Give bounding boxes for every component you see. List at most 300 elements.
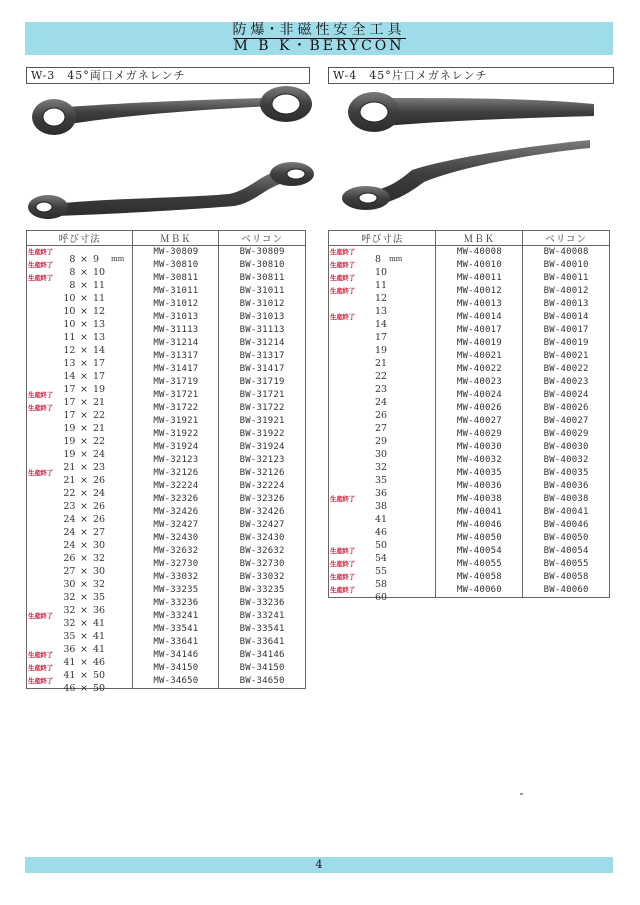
table-row: [27, 402, 306, 415]
berycon-code: BW-33641: [219, 636, 306, 649]
berycon-code: BW-31013: [219, 311, 306, 324]
size-b: 41: [93, 643, 106, 655]
size-a: 8: [69, 253, 76, 265]
table-header-row: [27, 231, 306, 246]
page-number: 4: [315, 858, 323, 871]
berycon-code: BW-40058: [523, 571, 610, 584]
table-row: [329, 558, 610, 571]
size-a: 55: [375, 565, 388, 577]
size-cell: [27, 662, 133, 681]
size-cell: [27, 558, 133, 577]
table-row: [329, 506, 610, 519]
size-cell: [27, 623, 133, 642]
size-b: 32: [93, 578, 106, 590]
header-band: [25, 22, 613, 55]
size-a: 19: [375, 344, 388, 356]
size-a: 41: [63, 656, 76, 668]
mbk-code: MW-32224: [133, 480, 219, 493]
mbk-code: MW-31722: [133, 402, 219, 415]
berycon-code: BW-31317: [219, 350, 306, 363]
size-cell: [329, 311, 436, 330]
table-row: [27, 311, 306, 324]
mbk-code: MW-40026: [436, 402, 523, 415]
table-row: [27, 272, 306, 285]
size-a: 10: [63, 318, 76, 330]
size-b: 17: [93, 357, 106, 369]
berycon-code: BW-40046: [523, 519, 610, 532]
size-cell: [329, 350, 436, 369]
mbk-code: MW-40058: [436, 571, 523, 584]
size-times: ×: [80, 539, 88, 551]
mbk-code: MW-31214: [133, 337, 219, 350]
berycon-code: BW-31719: [219, 376, 306, 389]
size-a: 8: [69, 279, 76, 291]
size-b: 50: [93, 669, 106, 681]
mbk-code: MW-34146: [133, 649, 219, 662]
size-cell: [27, 311, 133, 330]
table-header-row: [329, 231, 610, 246]
size-a: 17: [63, 409, 76, 421]
table-row: [27, 610, 306, 623]
size-cell: [27, 610, 133, 629]
size-b: 26: [93, 513, 106, 525]
size-a: 46: [375, 526, 388, 538]
berycon-code: BW-40011: [523, 272, 610, 285]
size-cell: [329, 519, 436, 538]
table-row: [329, 272, 610, 285]
page-subtitle: M B K・BERYCON: [233, 38, 405, 54]
mbk-code: MW-32126: [133, 467, 219, 480]
size-b: 14: [93, 344, 106, 356]
size-cell: [27, 389, 133, 408]
mbk-code: MW-33236: [133, 597, 219, 610]
size-a: 24: [375, 396, 388, 408]
size-b: 9: [93, 253, 100, 265]
berycon-code: BW-30810: [219, 259, 306, 272]
table-row: [329, 350, 610, 363]
single-offset-wrench-illustration: [328, 84, 610, 218]
mbk-code: MW-40038: [436, 493, 523, 506]
size-a: 22: [375, 370, 388, 382]
mbk-code: MW-30809: [133, 246, 219, 260]
mbk-code: MW-31012: [133, 298, 219, 311]
size-a: 12: [375, 292, 388, 304]
size-times: ×: [80, 396, 88, 408]
table-row: [329, 532, 610, 545]
mbk-code: MW-40022: [436, 363, 523, 376]
size-b: 30: [93, 539, 106, 551]
berycon-code: BW-34650: [219, 675, 306, 689]
size-times: ×: [80, 422, 88, 434]
size-cell: [27, 272, 133, 291]
berycon-code: BW-30809: [219, 246, 306, 260]
size-cell: [27, 532, 133, 551]
size-a: 27: [375, 422, 388, 434]
mbk-code: MW-31013: [133, 311, 219, 324]
table-row: [27, 337, 306, 350]
berycon-code: BW-31722: [219, 402, 306, 415]
size-times: ×: [80, 253, 88, 265]
table-row: [27, 597, 306, 610]
col-header-berycon: ベリコン: [523, 231, 610, 246]
table-row: [27, 285, 306, 298]
size-b: 32: [93, 552, 106, 564]
mbk-code: MW-40014: [436, 311, 523, 324]
berycon-code: BW-40019: [523, 337, 610, 350]
berycon-code: BW-40014: [523, 311, 610, 324]
mbk-code: MW-31921: [133, 415, 219, 428]
berycon-code: BW-40055: [523, 558, 610, 571]
berycon-code: BW-40023: [523, 376, 610, 389]
berycon-code: BW-40022: [523, 363, 610, 376]
size-cell: [329, 545, 436, 564]
size-times: ×: [80, 604, 88, 616]
size-times: ×: [80, 370, 88, 382]
mbk-code: MW-31924: [133, 441, 219, 454]
size-a: 26: [375, 409, 388, 421]
size-cell: [329, 506, 436, 525]
table-row: [27, 584, 306, 597]
mbk-code: MW-32730: [133, 558, 219, 571]
size-b: 11: [93, 292, 106, 304]
berycon-code: BW-40010: [523, 259, 610, 272]
size-b: 35: [93, 591, 106, 603]
size-cell: [27, 428, 133, 447]
discontinued-badge: 生産終了: [330, 261, 355, 269]
size-cell: [329, 337, 436, 356]
table-row: [27, 506, 306, 519]
discontinued-badge: 生産終了: [330, 573, 355, 581]
berycon-code: BW-33235: [219, 584, 306, 597]
size-times: ×: [80, 487, 88, 499]
size-cell: [27, 545, 133, 564]
mbk-code: MW-40010: [436, 259, 523, 272]
mbk-code: MW-40023: [436, 376, 523, 389]
col-header-size: 呼び寸法: [27, 231, 133, 246]
size-a: 23: [63, 500, 76, 512]
mbk-code: MW-33541: [133, 623, 219, 636]
berycon-code: BW-32123: [219, 454, 306, 467]
size-b: 26: [93, 474, 106, 486]
berycon-code: BW-40027: [523, 415, 610, 428]
size-a: 38: [375, 500, 388, 512]
size-a: 58: [375, 578, 388, 590]
table-row: [27, 454, 306, 467]
mbk-code: MW-32326: [133, 493, 219, 506]
size-cell: [329, 454, 436, 473]
size-b: 10: [93, 266, 106, 278]
berycon-code: BW-40050: [523, 532, 610, 545]
berycon-code: BW-30811: [219, 272, 306, 285]
mbk-code: MW-40035: [436, 467, 523, 480]
discontinued-badge: 生産終了: [330, 248, 355, 256]
size-a: 41: [375, 513, 388, 525]
size-times: ×: [80, 318, 88, 330]
size-a: 32: [63, 591, 76, 603]
table-row: [27, 545, 306, 558]
berycon-code: BW-33236: [219, 597, 306, 610]
discontinued-badge: 生産終了: [330, 274, 355, 282]
table-row: [27, 675, 306, 689]
size-b: 21: [93, 422, 106, 434]
table-row: [329, 298, 610, 311]
size-a: 11: [375, 279, 388, 291]
size-a: 30: [375, 448, 388, 460]
size-cell: [329, 246, 436, 265]
mbk-code: MW-40013: [436, 298, 523, 311]
table-row: [329, 389, 610, 402]
col-header-size: 呼び寸法: [329, 231, 436, 246]
mbk-code: MW-32632: [133, 545, 219, 558]
size-b: 24: [93, 448, 106, 460]
size-cell: [27, 584, 133, 603]
berycon-code: BW-32427: [219, 519, 306, 532]
size-times: ×: [80, 305, 88, 317]
size-a: 10: [63, 305, 76, 317]
size-times: ×: [80, 630, 88, 642]
size-b: 22: [93, 435, 106, 447]
size-cell: [27, 415, 133, 434]
size-times: ×: [80, 448, 88, 460]
berycon-code: BW-40008: [523, 246, 610, 260]
size-a: 8: [375, 253, 382, 265]
berycon-code: BW-31214: [219, 337, 306, 350]
size-b: 23: [93, 461, 106, 473]
size-a: 19: [63, 448, 76, 460]
size-b: 50: [93, 682, 106, 694]
size-a: 26: [63, 552, 76, 564]
size-a: 13: [375, 305, 388, 317]
berycon-code: BW-32632: [219, 545, 306, 558]
table-row: [27, 298, 306, 311]
size-a: 19: [63, 422, 76, 434]
size-b: 22: [93, 409, 106, 421]
discontinued-badge: 生産終了: [28, 651, 53, 659]
size-times: ×: [80, 266, 88, 278]
table-row: [27, 532, 306, 545]
size-cell: [27, 467, 133, 486]
table-row: [27, 415, 306, 428]
mbk-code: MW-31317: [133, 350, 219, 363]
size-a: 24: [63, 539, 76, 551]
size-times: ×: [80, 578, 88, 590]
size-unit: mm: [111, 254, 125, 263]
berycon-code: BW-33032: [219, 571, 306, 584]
size-cell: [27, 493, 133, 512]
size-a: 14: [63, 370, 76, 382]
size-b: 26: [93, 500, 106, 512]
discontinued-badge: 生産終了: [28, 677, 53, 685]
discontinued-badge: 生産終了: [28, 612, 53, 620]
table-row: [27, 662, 306, 675]
size-a: 17: [63, 383, 76, 395]
berycon-code: BW-31922: [219, 428, 306, 441]
mbk-code: MW-32426: [133, 506, 219, 519]
size-b: 41: [93, 630, 106, 642]
berycon-code: BW-31011: [219, 285, 306, 298]
size-a: 17: [375, 331, 388, 343]
size-b: 12: [93, 305, 106, 317]
size-b: 41: [93, 617, 106, 629]
size-times: ×: [80, 656, 88, 668]
discontinued-badge: 生産終了: [28, 469, 53, 477]
mbk-code: MW-33032: [133, 571, 219, 584]
table-row: [27, 493, 306, 506]
size-b: 13: [93, 331, 106, 343]
size-cell: [27, 324, 133, 343]
size-times: ×: [80, 617, 88, 629]
size-a: 12: [63, 344, 76, 356]
berycon-code: BW-40032: [523, 454, 610, 467]
size-times: ×: [80, 500, 88, 512]
table-row: [27, 259, 306, 272]
table-row: [27, 350, 306, 363]
size-cell: [329, 402, 436, 421]
mbk-code: MW-32430: [133, 532, 219, 545]
berycon-code: BW-40060: [523, 584, 610, 598]
mbk-code: MW-31113: [133, 324, 219, 337]
size-times: ×: [80, 565, 88, 577]
mbk-code: MW-31719: [133, 376, 219, 389]
mbk-code: MW-40046: [436, 519, 523, 532]
table-row: [329, 467, 610, 480]
table-row: [27, 363, 306, 376]
berycon-code: BW-31921: [219, 415, 306, 428]
size-a: 14: [375, 318, 388, 330]
table-row: [27, 389, 306, 402]
mbk-code: MW-33641: [133, 636, 219, 649]
discontinued-badge: 生産終了: [330, 547, 355, 555]
discontinued-badge: 生産終了: [330, 586, 355, 594]
mbk-code: MW-33241: [133, 610, 219, 623]
mbk-code: MW-40019: [436, 337, 523, 350]
page-title: 防爆･非磁性安全工具: [232, 22, 406, 38]
size-a: 10: [375, 266, 388, 278]
mbk-code: MW-40060: [436, 584, 523, 598]
size-cell: [329, 467, 436, 486]
size-cell: [27, 350, 133, 369]
size-cell: [27, 337, 133, 356]
mbk-code: MW-40017: [436, 324, 523, 337]
size-b: 13: [93, 318, 106, 330]
berycon-code: BW-40038: [523, 493, 610, 506]
table-row: [329, 363, 610, 376]
size-times: ×: [80, 331, 88, 343]
table-row: [329, 259, 610, 272]
size-times: ×: [80, 435, 88, 447]
table-row: [329, 246, 610, 260]
table-row: [329, 480, 610, 493]
size-a: 54: [375, 552, 388, 564]
size-a: 60: [375, 591, 388, 603]
size-unit: mm: [389, 254, 403, 263]
mbk-code: MW-40027: [436, 415, 523, 428]
berycon-code: BW-40054: [523, 545, 610, 558]
mbk-code: MW-34650: [133, 675, 219, 689]
size-a: 30: [63, 578, 76, 590]
size-a: 50: [375, 539, 388, 551]
mbk-code: MW-40041: [436, 506, 523, 519]
section-title-w4: W-4 45°片口メガネレンチ: [328, 67, 614, 84]
size-a: 21: [63, 461, 76, 473]
discontinued-badge: 生産終了: [28, 274, 53, 282]
mbk-code: MW-30811: [133, 272, 219, 285]
table-row: [329, 324, 610, 337]
mbk-code: MW-31922: [133, 428, 219, 441]
discontinued-badge: 生産終了: [330, 495, 355, 503]
size-a: 36: [63, 643, 76, 655]
mbk-code: MW-40024: [436, 389, 523, 402]
size-b: 19: [93, 383, 106, 395]
size-cell: [329, 558, 436, 577]
size-a: 29: [375, 435, 388, 447]
size-b: 30: [93, 565, 106, 577]
size-a: 36: [375, 487, 388, 499]
berycon-code: BW-40012: [523, 285, 610, 298]
size-a: 35: [375, 474, 388, 486]
section-title-w3: W-3 45°両口メガネレンチ: [26, 67, 310, 84]
size-cell: [329, 389, 436, 408]
size-cell: [27, 259, 133, 278]
table-row: [27, 246, 306, 260]
mbk-code: MW-40030: [436, 441, 523, 454]
size-cell: [329, 259, 436, 278]
mbk-code: MW-40054: [436, 545, 523, 558]
size-cell: [329, 571, 436, 590]
discontinued-badge: 生産終了: [28, 391, 53, 399]
berycon-code: BW-40021: [523, 350, 610, 363]
size-b: 17: [93, 370, 106, 382]
size-a: 32: [375, 461, 388, 473]
size-a: 17: [63, 396, 76, 408]
size-a: 41: [63, 669, 76, 681]
size-a: 13: [63, 357, 76, 369]
size-cell: [27, 675, 133, 694]
size-cell: [329, 441, 436, 460]
table-row: [329, 545, 610, 558]
size-b: 11: [93, 279, 106, 291]
size-a: 19: [63, 435, 76, 447]
size-times: ×: [80, 682, 88, 694]
table-row: [329, 337, 610, 350]
size-a: 10: [63, 292, 76, 304]
size-times: ×: [80, 526, 88, 538]
berycon-code: BW-40026: [523, 402, 610, 415]
berycon-code: BW-33241: [219, 610, 306, 623]
table-row: [329, 493, 610, 506]
berycon-code: BW-31417: [219, 363, 306, 376]
table-row: [27, 480, 306, 493]
berycon-code: BW-32126: [219, 467, 306, 480]
size-a: 32: [63, 617, 76, 629]
size-times: ×: [80, 591, 88, 603]
table-row: [27, 649, 306, 662]
mbk-code: MW-32427: [133, 519, 219, 532]
discontinued-badge: 生産終了: [330, 287, 355, 295]
size-a: 8: [69, 266, 76, 278]
size-times: ×: [80, 292, 88, 304]
col-header-berycon: ベリコン: [219, 231, 306, 246]
table-row: [329, 376, 610, 389]
size-cell: [329, 428, 436, 447]
berycon-code: BW-40035: [523, 467, 610, 480]
berycon-code: BW-34150: [219, 662, 306, 675]
berycon-code: BW-40041: [523, 506, 610, 519]
size-times: ×: [80, 513, 88, 525]
size-cell: [27, 441, 133, 460]
size-cell: [27, 480, 133, 499]
size-a: 11: [63, 331, 76, 343]
